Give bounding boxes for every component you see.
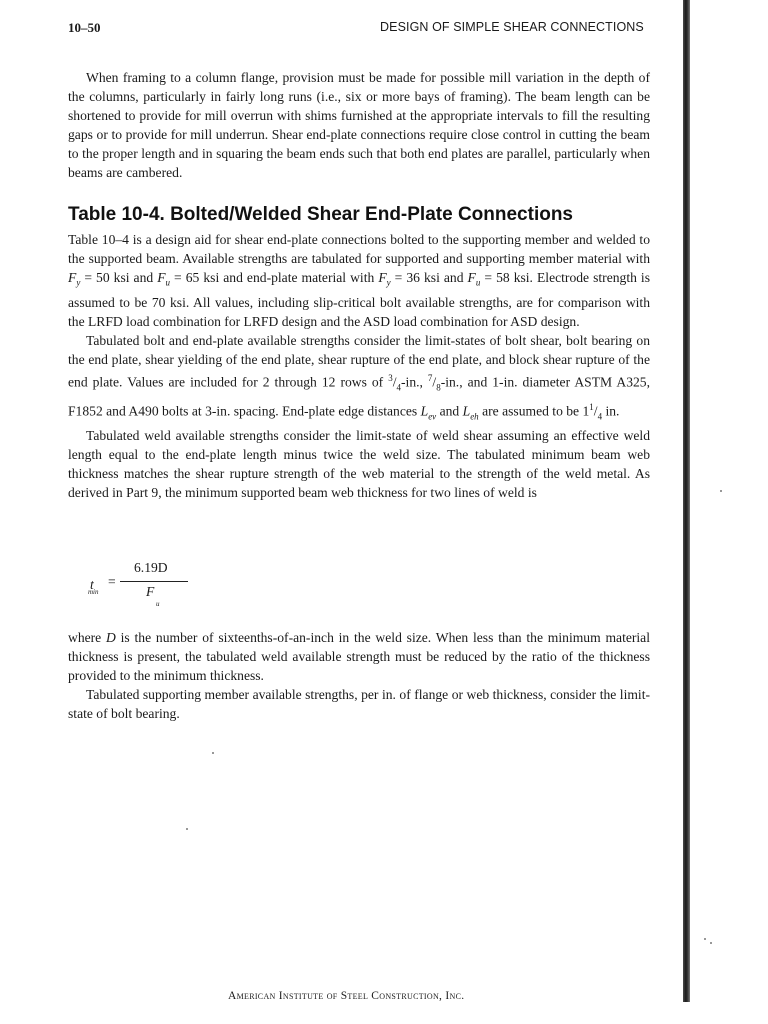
fraction-bar	[120, 581, 188, 582]
scan-binding-edge	[683, 0, 690, 1002]
equation-lhs-subscript: min	[88, 588, 99, 596]
after-equation-block	[68, 628, 650, 723]
equation-denominator: F	[146, 584, 155, 599]
scan-speck	[720, 490, 722, 492]
equation-equals: =	[108, 574, 116, 589]
running-title: DESIGN OF SIMPLE SHEAR CONNECTIONS	[380, 20, 644, 34]
scan-speck	[704, 938, 706, 940]
equation-denominator-subscript: u	[156, 600, 160, 608]
scan-speck	[710, 942, 712, 944]
scan-speck	[212, 752, 214, 754]
min-web-thickness-equation	[86, 560, 206, 620]
after-equation-paragraph-2: Tabulated supporting member available strengths, per in. of flange or web thickness, consider the limit-state of bolt bearing.	[68, 687, 650, 722]
section-paragraph-3: Tabulated weld available strengths consider the limit-state of weld shear assuming an effective weld length equal to the end-plate length minus twice the weld size. The tabulated minimum beam web thickness matches the shear rupture strength of the web material to the strength of the weld metal. As derived in Part 9, the minimum supported beam web thickness for two lines of weld is	[68, 428, 650, 501]
section-heading: Table 10-4. Bolted/Welded Shear End-Plate Connections	[68, 204, 574, 225]
section-paragraph-1: Table 10–4 is a design aid for shear end-plate connections bolted to the supporting member and welded to the supported beam. Available strengths are tabulated for supported and supporting member material with $F_y = 50$ ksi and $F_u = 65$ ksi and end-plate material with $F_y = 36$ ksi and $F_u = 58$ ksi. Electrode strength is assumed to be 70 ksi. All values, including slip-critical bolt available strengths, are for comparison with the LRFD load combination for LRFD design and the ASD load combination for ASD design.	[68, 232, 650, 330]
intro-paragraph-block	[68, 68, 650, 183]
section-paragraph-2: Tabulated bolt and end-plate available strengths consider the limit-states of bolt shear, bolt bearing on the end plate, shear yielding of the end plate, shear rupture of the end plate, and block shear rupture of the end plate. Values are included for 2 through 12 rows of $^3/_4-in$., $^7/_8-in$., and 1-in. diameter ASTM A325, F1852 and A490 bolts at 3-in. spacing. End-plate edge distances $L_{ev}$ and $L_{eh}$ are assumed to be $1^1/_4$ in.	[68, 333, 650, 421]
page-number: 10–50	[68, 20, 101, 35]
after-equation-paragraph-1: where D is the number of sixteenths-of-an-inch in the weld size. When less than the minimum material thickness is present, the tabulated weld available strength must be reduced by the ratio of the thickness provided to the minimum thickness.	[68, 630, 650, 684]
equation-numerator: 6.19D	[134, 560, 168, 575]
page-footer: American Institute of Steel Construction, Inc.	[228, 990, 465, 1002]
section-body	[68, 230, 650, 502]
scan-speck	[186, 828, 188, 830]
equation-lhs: t	[90, 577, 94, 592]
intro-paragraph: When framing to a column flange, provision must be made for possible mill variation in the depth of the columns, particularly in fairly long runs (i.e., six or more bays of framing). The beam length can be shortened to provide for mill overrun with shims furnished at the appropriate intervals to fill the resulting gaps or to provide for mill underrun. Shear end-plate connections require close control in cutting the beam to the proper length and in squaring the beam ends such that both end plates are parallel, particularly when beams are cambered.	[68, 70, 650, 181]
